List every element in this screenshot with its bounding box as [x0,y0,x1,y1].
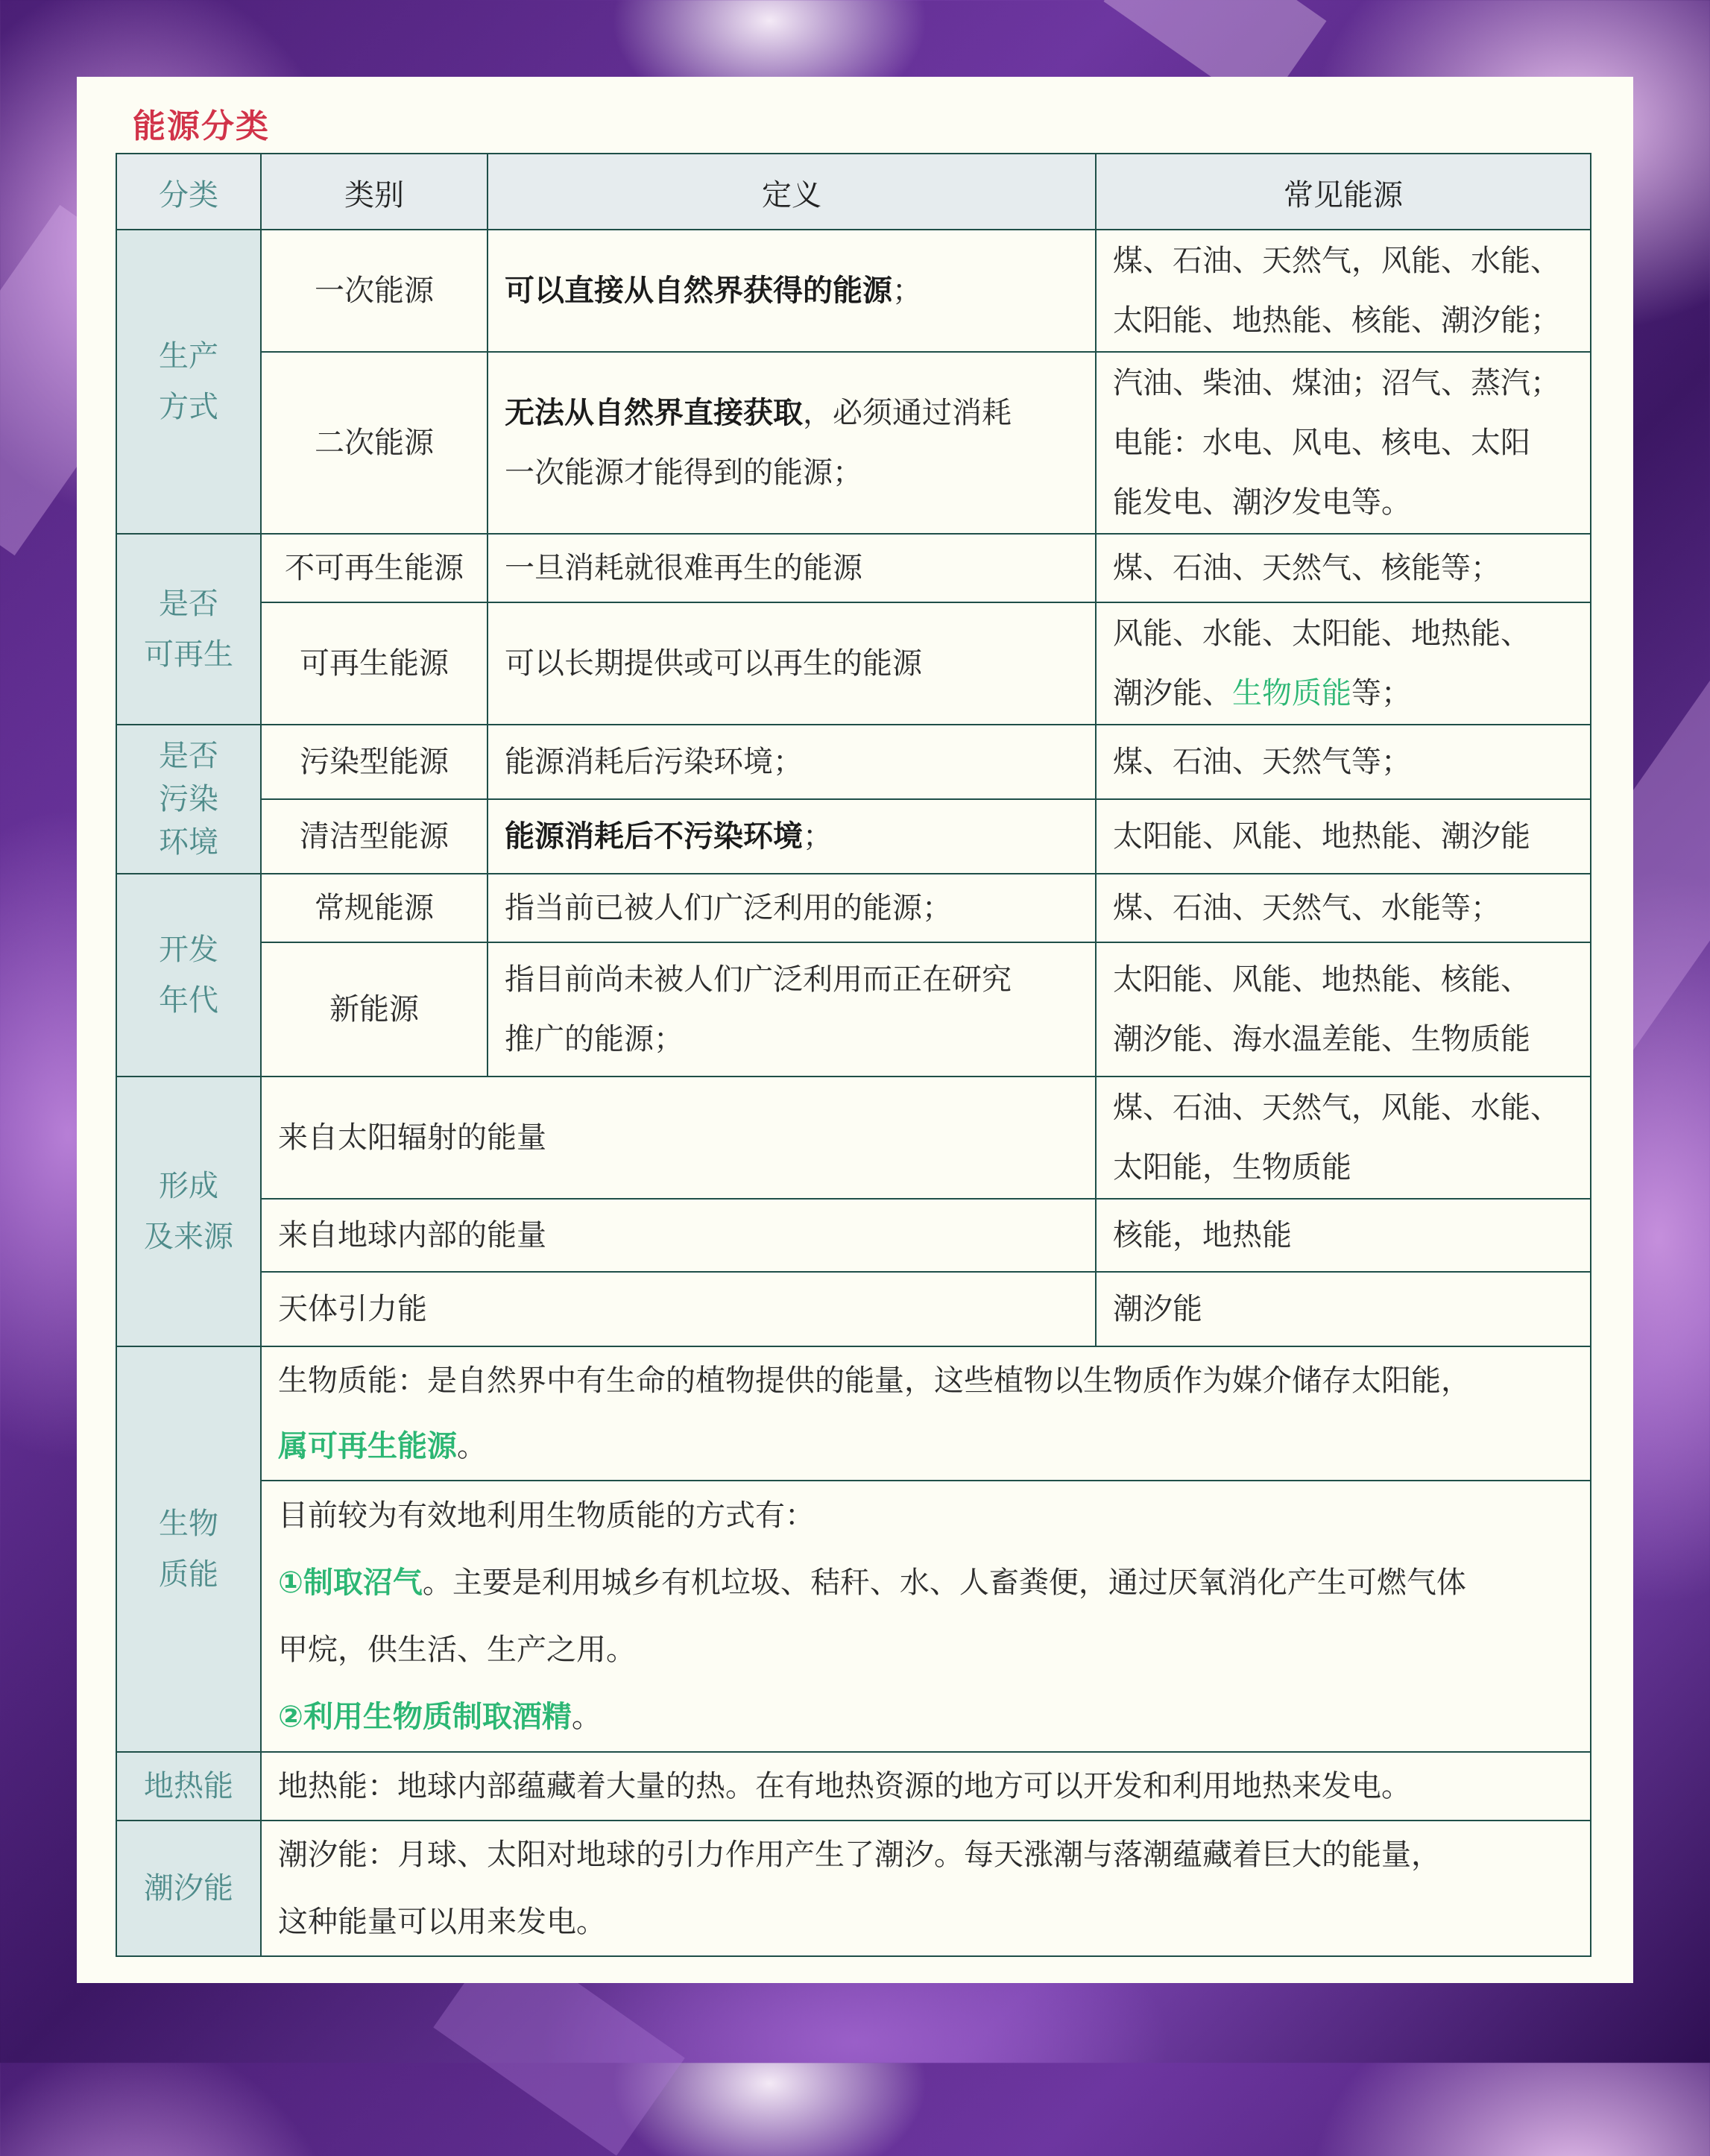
table-row [116,1752,1591,1821]
sources-renewable: 风能、水能、太阳能、地热能、 潮汐能、生物质能等； [1096,602,1591,725]
category-production: 生产 方式 [116,230,261,534]
definition-clean: 能源消耗后不污染环境； [488,799,1096,874]
sources-solar: 煤、石油、天然气，风能、水能、 太阳能，生物质能 [1096,1077,1591,1199]
table-row [116,1346,1591,1481]
sources-internal: 核能，地热能 [1096,1199,1591,1272]
type-conventional: 常规能源 [261,874,488,942]
table-row [116,1199,1591,1272]
definition-renewable: 可以长期提供或可以再生的能源 [488,602,1096,725]
category-era: 开发 年代 [116,874,261,1077]
biomass-ways: 目前较为有效地利用生物质能的方式有： ①制取沼气。主要是利用城乡有机垃圾、秸秆、水、人畜粪便，通过厌氧消化产生可燃气体 甲烷，供生活、生产之用。 ②利用生物质制取酒精。 [261,1481,1591,1752]
origin-solar: 来自太阳辐射的能量 [261,1077,1096,1199]
header-type: 类别 [261,154,488,230]
sources-secondary: 汽油、柴油、煤油；沼气、蒸汽； 电能：水电、风电、核电、太阳 能发电、潮汐发电等。 [1096,352,1591,534]
type-polluting: 污染型能源 [261,725,488,799]
sources-conventional: 煤、石油、天然气、水能等； [1096,874,1591,942]
table-row [116,1272,1591,1346]
type-primary: 一次能源 [261,230,488,352]
sources-primary: 煤、石油、天然气，风能、水能、 太阳能、地热能、核能、潮汐能； [1096,230,1591,352]
table-row [116,1077,1591,1199]
definition-polluting: 能源消耗后污染环境； [488,725,1096,799]
type-renewable: 可再生能源 [261,602,488,725]
category-tidal: 潮汐能 [116,1821,261,1956]
sources-polluting: 煤、石油、天然气等； [1096,725,1591,799]
header-definition: 定义 [488,154,1096,230]
header-category: 分类 [116,154,261,230]
table-row [116,1821,1591,1956]
category-geothermal: 地热能 [116,1752,261,1821]
type-new: 新能源 [261,942,488,1077]
category-origin: 形成 及来源 [116,1077,261,1346]
category-pollution: 是否 污染 环境 [116,725,261,874]
type-clean: 清洁型能源 [261,799,488,874]
table-row [116,799,1591,874]
table-row [116,725,1591,799]
table-row [116,352,1591,534]
type-nonrenewable: 不可再生能源 [261,534,488,602]
definition-nonrenewable: 一旦消耗就很难再生的能源 [488,534,1096,602]
header-row [116,154,1591,230]
definition-primary: 可以直接从自然界获得的能源； [488,230,1096,352]
origin-internal: 来自地球内部的能量 [261,1199,1096,1272]
header-common-sources: 常见能源 [1096,154,1591,230]
sources-clean: 太阳能、风能、地热能、潮汐能 [1096,799,1591,874]
type-secondary: 二次能源 [261,352,488,534]
sources-new: 太阳能、风能、地热能、核能、 潮汐能、海水温差能、生物质能 [1096,942,1591,1077]
sources-nonrenewable: 煤、石油、天然气、核能等； [1096,534,1591,602]
table-row [116,534,1591,602]
sources-gravity: 潮汐能 [1096,1272,1591,1346]
table-row [116,230,1591,352]
definition-conventional: 指当前已被人们广泛利用的能源； [488,874,1096,942]
origin-gravity: 天体引力能 [261,1272,1096,1346]
table-row [116,602,1591,725]
geothermal-text: 地热能：地球内部蕴藏着大量的热。在有地热资源的地方可以开发和利用地热来发电。 [261,1752,1591,1821]
table-row [116,874,1591,942]
table-row [116,942,1591,1077]
category-biomass: 生物 质能 [116,1346,261,1752]
definition-secondary: 无法从自然界直接获取，必须通过消耗 一次能源才能得到的能源； [488,352,1096,534]
page-title: 能源分类 [133,107,270,145]
biomass-intro: 生物质能：是自然界中有生命的植物提供的能量，这些植物以生物质作为媒介储存太阳能， 属可再生能源。 [261,1346,1591,1481]
tidal-text: 潮汐能：月球、太阳对地球的引力作用产生了潮汐。每天涨潮与落潮蕴藏着巨大的能量， 这种能量可以用来发电。 [261,1821,1591,1956]
table-row [116,1481,1591,1752]
content-card [77,77,1633,1983]
category-renewable: 是否 可再生 [116,534,261,725]
definition-new: 指目前尚未被人们广泛利用而正在研究 推广的能源； [488,942,1096,1077]
energy-classification-table [116,153,1591,1957]
